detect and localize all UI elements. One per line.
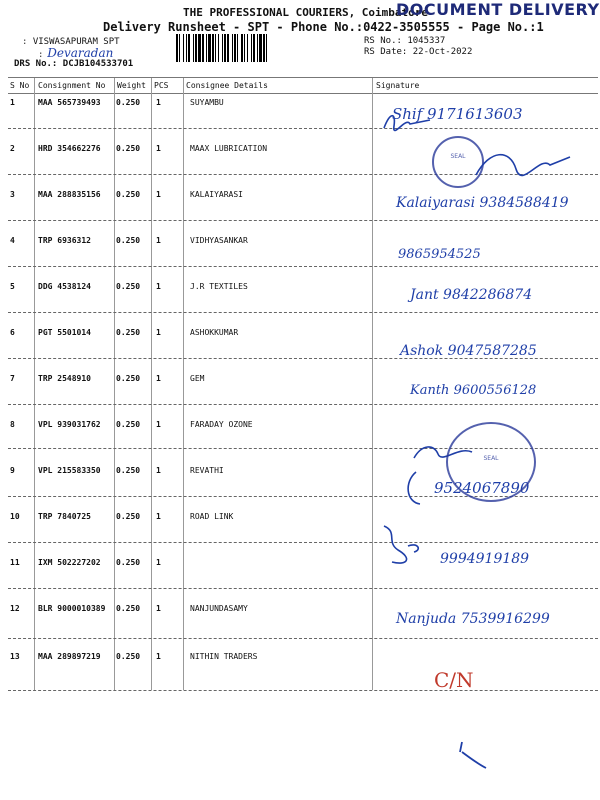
cell-consignee: NITHIN TRADERS [190, 652, 258, 661]
cell-consignment: VPL 215583350 [38, 466, 101, 475]
cell-weight: 0.250 [116, 98, 141, 107]
cell-pcs: 1 [156, 512, 161, 521]
cell-weight: 0.250 [116, 558, 141, 567]
cell-consignment: TRP 2548910 [38, 374, 91, 383]
cell-weight: 0.250 [116, 374, 141, 383]
cell-consignee: KALAIYARASI [190, 190, 243, 199]
cell-pcs: 1 [156, 558, 161, 567]
barcode-bar [267, 34, 269, 62]
signature-scribble [380, 110, 440, 136]
handwritten-signature: 9865954525 [398, 247, 481, 262]
cell-weight: 0.250 [116, 652, 141, 661]
cn-mark: C/N [434, 668, 474, 692]
cell-pcs: 1 [156, 98, 161, 107]
handwritten-signature: 9994919189 [440, 551, 530, 567]
cell-weight: 0.250 [116, 466, 141, 475]
branch-prefix: : [22, 37, 28, 47]
column-divider [114, 78, 115, 690]
branch-name: VISWASAPURAM SPT [32, 37, 120, 47]
staff-name-handwritten [38, 46, 113, 60]
column-divider [372, 78, 373, 690]
col-header-weight: Weight [117, 81, 146, 90]
cell-consignment: VPL 939031762 [38, 420, 101, 429]
row-divider [8, 266, 598, 267]
cell-consignee: REVATHI [190, 466, 224, 475]
signature-scribble [378, 522, 428, 568]
cell-sno: 2 [10, 144, 15, 153]
cell-weight: 0.250 [116, 190, 141, 199]
cell-consignment: HRD 354662276 [38, 144, 101, 153]
drs-label: DRS No.: [14, 59, 58, 69]
cell-sno: 3 [10, 190, 15, 199]
row-divider [8, 404, 598, 405]
drs-value: DCJB104533701 [62, 59, 134, 69]
handwritten-signature: Shif 9171613603 [392, 105, 523, 123]
cell-weight: 0.250 [116, 328, 141, 337]
col-header-signature: Signature [376, 81, 420, 90]
header-bottom-rule [8, 93, 598, 94]
signature-scribble [402, 468, 430, 508]
staff-prefix: : [38, 50, 44, 60]
cell-sno: 10 [10, 512, 20, 521]
cell-pcs: 1 [156, 652, 161, 661]
handwritten-signature: Nanjuda 7539916299 [396, 611, 550, 627]
cell-sno: 4 [10, 236, 15, 245]
col-header-consignee: Consignee Details [186, 81, 268, 90]
cell-consignment: MAA 565739493 [38, 98, 101, 107]
handwritten-signature: 9524067890 [434, 479, 530, 497]
document-delivery-stamp: DOCUMENT DELIVERY [396, 0, 600, 19]
cell-pcs: 1 [156, 374, 161, 383]
cell-pcs: 1 [156, 190, 161, 199]
cell-weight: 0.250 [116, 420, 141, 429]
cell-sno: 12 [10, 604, 20, 613]
barcode-icon [176, 34, 354, 62]
cell-consignment: TRP 7840725 [38, 512, 91, 521]
cell-pcs: 1 [156, 466, 161, 475]
row-divider [8, 588, 598, 589]
cell-sno: 1 [10, 98, 15, 107]
cell-consignment: DDG 4538124 [38, 282, 91, 291]
staff-name: Devaradan [47, 46, 114, 60]
cell-sno: 6 [10, 328, 15, 337]
signature-scribble [470, 145, 580, 185]
cell-sno: 11 [10, 558, 20, 567]
row-divider [8, 542, 598, 543]
cell-weight: 0.250 [116, 282, 141, 291]
cell-consignee: J.R TEXTILES [190, 282, 248, 291]
drs-number [14, 59, 133, 69]
row-divider [8, 638, 598, 639]
handwritten-signature: Kanth 9600556128 [410, 383, 537, 398]
cell-pcs: 1 [156, 420, 161, 429]
cell-consignee: SUYAMBU [190, 98, 224, 107]
handwritten-signature: Jant 9842286874 [410, 287, 533, 303]
runsheet-title: Delivery Runsheet - SPT - Phone No.:0422-3505555 - Page No.:1 [103, 20, 544, 34]
cell-sno: 8 [10, 420, 15, 429]
rs-date: RS Date: 22-Oct-2022 [364, 47, 473, 57]
cell-weight: 0.250 [116, 144, 141, 153]
cell-weight: 0.250 [116, 236, 141, 245]
row-divider [8, 690, 598, 691]
handwritten-signature: Kalaiyarasi 9384588419 [396, 195, 569, 211]
cell-sno: 5 [10, 282, 15, 291]
cell-consignment: MAA 288835156 [38, 190, 101, 199]
cell-weight: 0.250 [116, 604, 141, 613]
company-seal: SEAL [432, 136, 484, 188]
cell-consignee: ROAD LINK [190, 512, 234, 521]
row-divider [8, 128, 598, 129]
cell-sno: 7 [10, 374, 15, 383]
company-seal: SEAL [446, 422, 536, 502]
cell-consignee: MAAX LUBRICATION [190, 144, 268, 153]
cell-consignment: BLR 9000010389 [38, 604, 106, 613]
signature-scribble [452, 738, 492, 772]
cell-consignment: PGT 5501014 [38, 328, 91, 337]
column-divider [34, 78, 35, 690]
col-header-consignment: Consignment No [38, 81, 106, 90]
cell-consignee: ASHOKKUMAR [190, 328, 239, 337]
cell-pcs: 1 [156, 328, 161, 337]
cell-pcs: 1 [156, 604, 161, 613]
cell-consignee: NANJUNDASAMY [190, 604, 248, 613]
row-divider [8, 312, 598, 313]
table-top-rule [8, 77, 598, 78]
cell-consignment: TRP 6936312 [38, 236, 91, 245]
cell-sno: 13 [10, 652, 20, 661]
cell-consignment: MAA 289897219 [38, 652, 101, 661]
cell-pcs: 1 [156, 144, 161, 153]
col-header-sno: S No [10, 81, 30, 90]
rs-number: RS No.: 1045337 [364, 36, 446, 46]
handwritten-signature: Ashok 9047587285 [400, 343, 537, 359]
cell-consignee: FARADAY OZONE [190, 420, 253, 429]
cell-pcs: 1 [156, 236, 161, 245]
company-name: THE PROFESSIONAL COURIERS, Coimbatore [183, 6, 429, 19]
cell-weight: 0.250 [116, 512, 141, 521]
col-header-pcs: PCS [154, 81, 169, 90]
cell-consignee: VIDHYASANKAR [190, 236, 248, 245]
cell-consignment: IXM 502227202 [38, 558, 101, 567]
column-divider [151, 78, 152, 690]
cell-consignee: GEM [190, 374, 205, 383]
cell-sno: 9 [10, 466, 15, 475]
column-divider [183, 78, 184, 690]
cell-pcs: 1 [156, 282, 161, 291]
row-divider [8, 220, 598, 221]
